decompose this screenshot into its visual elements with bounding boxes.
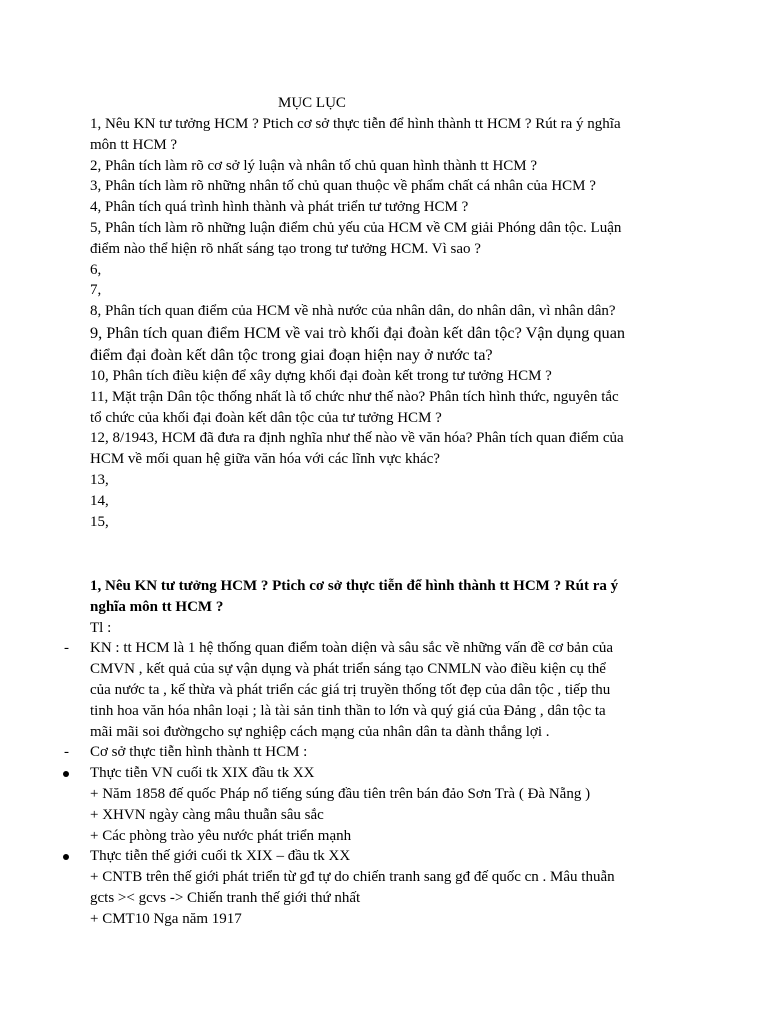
sub-item: + CMT10 Nga năm 1917 <box>90 910 242 927</box>
sub-item: + CNTB trên thế giới phát triển từ gđ tự do chiến tranh sang gđ đế quốc cn . Mâu thuẫn <box>90 869 615 886</box>
sub-item: + XHVN ngày càng mâu thuẫn sâu sắc <box>90 806 324 823</box>
section-heading: nghĩa môn tt HCM ? <box>90 598 224 615</box>
definition-line: mãi mãi soi đườngcho sự nghiệp cách mạng của nhân dân ta dành thắng lợi . <box>90 723 550 740</box>
dash-marker: - <box>64 744 69 761</box>
bullet-heading: Thực tiễn thế giới cuối tk XIX – đầu tk XX <box>90 848 351 865</box>
toc-line: HCM về mối quan hệ giữa văn hóa với các lĩnh vực khác? <box>90 451 440 468</box>
section-heading: 1, Nêu KN tư tưởng HCM ? Ptich cơ sở thực tiễn để hình thành tt HCM ? Rút ra ý <box>90 578 619 594</box>
toc-line: 3, Phân tích làm rõ những nhân tố chủ quan thuộc về phẩm chất cá nhân của HCM ? <box>90 178 596 195</box>
toc-line: 13, <box>90 471 109 488</box>
definition-line: của nước ta , kế thừa và phát triển các giá trị truyền thống tốt đẹp của dân tộc , tiếp thu <box>90 681 611 698</box>
toc-line: 5, Phân tích làm rõ những luận điểm chủ yếu của HCM về CM giải Phóng dân tộc. Luận <box>90 219 622 236</box>
bullet-icon <box>63 771 69 777</box>
bullet-icon <box>63 854 69 860</box>
toc-line: môn tt HCM ? <box>90 136 178 153</box>
table-of-contents <box>90 114 690 532</box>
sub-item: gcts >< gcvs -> Chiến tranh thế giới thứ nhất <box>90 889 361 906</box>
definition-item <box>64 638 700 742</box>
sub-item: + Các phòng trào yêu nước phát triển mạnh <box>90 827 352 844</box>
toc-line: tổ chức của khối đại đoàn kết dân tộc của tư tưởng HCM ? <box>90 409 442 426</box>
toc-line: 8, Phân tích quan điểm của HCM về nhà nước của nhân dân, do nhân dân, vì nhân dân? <box>90 303 616 320</box>
toc-line: điểm đại đoàn kết dân tộc trong giai đoạn hiện nay ở nước ta? <box>90 344 493 364</box>
bullet-heading: Thực tiễn VN cuối tk XIX đầu tk XX <box>90 765 315 782</box>
vietnam-practice-item <box>90 763 700 846</box>
page-title: MỤC LỤC <box>278 95 346 111</box>
toc-line: 12, 8/1943, HCM đã đưa ra định nghĩa như thế nào về văn hóa? Phân tích quan điểm của <box>90 430 624 447</box>
toc-line: điểm nào thể hiện rõ nhất sáng tạo trong tư tưởng HCM. Vì sao ? <box>90 240 481 257</box>
toc-line: 4, Phân tích quá trình hình thành và phát triển tư tưởng HCM ? <box>90 199 469 216</box>
toc-line: 10, Phân tích điều kiện để xây dựng khối đại đoàn kết trong tư tưởng HCM ? <box>90 367 552 384</box>
world-practice-item <box>90 846 700 929</box>
toc-line: 1, Nêu KN tư tưởng HCM ? Ptich cơ sở thực tiễn để hình thành tt HCM ? Rút ra ý nghĩa <box>90 116 621 132</box>
practical-basis-heading: Cơ sở thực tiễn hình thành tt HCM : <box>90 744 308 761</box>
toc-line: 11, Mặt trận Dân tộc thống nhất là tổ chức như thế nào? Phân tích hình thức, nguyên tắc <box>90 388 619 405</box>
toc-line: 6, <box>90 261 102 278</box>
definition-line: KN : tt HCM là 1 hệ thống quan điểm toàn diện và sâu sắc về những vấn đề cơ bản của <box>90 640 614 657</box>
toc-line: 9, Phân tích quan điểm HCM về vai trò khối đại đoàn kết dân tộc? Vận dụng quan <box>90 322 626 342</box>
toc-line: 2, Phân tích làm rõ cơ sở lý luận và nhân tố chủ quan hình thành tt HCM ? <box>90 157 538 174</box>
toc-line: 7, <box>90 282 102 299</box>
definition-line: tinh hoa văn hóa nhân loại ; là tài sản tinh thần to lớn và quý giá của Đảng , dân tộc ta <box>90 702 606 719</box>
answer-label: Tl : <box>90 619 112 636</box>
dash-marker: - <box>64 640 69 657</box>
definition-line: CMVN , kết quả của sự vận dụng và phát triển sáng tạo CNMLN vào điều kiện cụ thể <box>90 661 606 678</box>
sub-item: + Năm 1858 đế quốc Pháp nổ tiếng súng đầu tiên trên bán đảo Sơn Trà ( Đà Nẵng ) <box>90 785 591 802</box>
section-1 <box>64 576 700 930</box>
toc-line: 15, <box>90 513 109 530</box>
practical-basis-item <box>64 742 700 763</box>
toc-line: 14, <box>90 492 109 509</box>
